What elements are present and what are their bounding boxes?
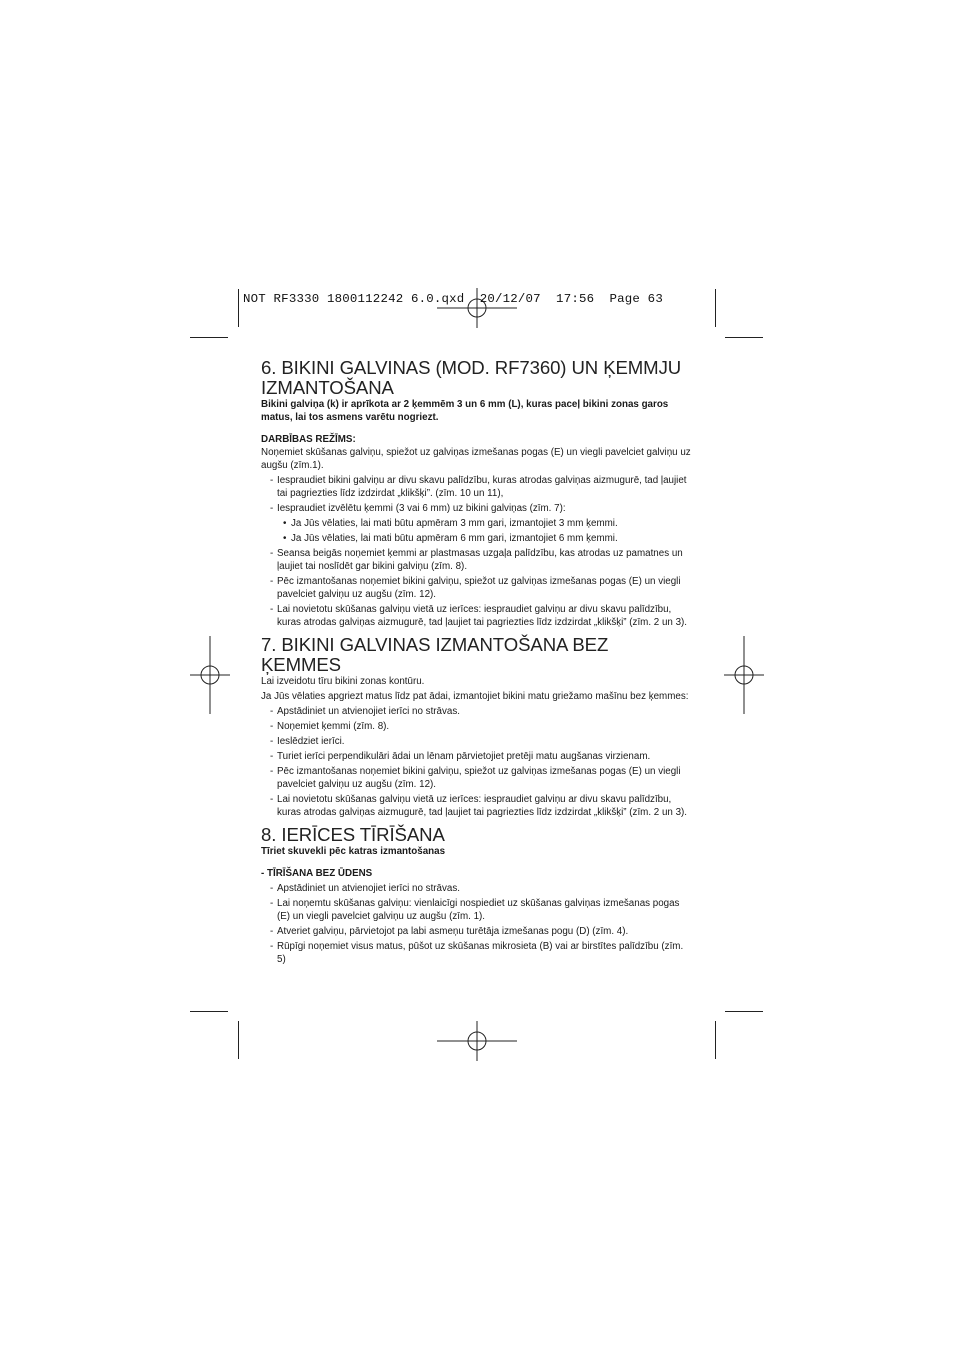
list-item: - Apstādiniet un atvienojiet ierīci no strāvas. xyxy=(261,882,693,895)
section-6 xyxy=(261,358,693,629)
list-item: - Turiet ierīci perpendikulāri ādai un lēnam pārvietojiet pretēji matu augšanas virzienam. xyxy=(261,750,693,763)
list-item: - Pēc izmantošanas noņemiet bikini galviņu, spiežot uz galviņas izmešanas pogas (E) un viegli pavelciet galviņu uz augšu (zīm. 12). xyxy=(261,575,693,601)
crop-mark-bottom-left-vertical xyxy=(238,1021,239,1059)
section-6-intro: Noņemiet skūšanas galviņu, spiežot uz galviņas izmešanas pogas (E) un viegli pavelciet galviņu uz augšu (zīm.1). xyxy=(261,447,691,471)
registration-mark-bottom xyxy=(437,1021,517,1061)
section-6-list xyxy=(261,474,693,629)
section-8-title: 8. IERĪCES TĪRĪŠANA xyxy=(261,824,445,845)
crop-mark-bottom-left-horizontal xyxy=(190,1011,228,1012)
section-7-intro-1: Lai izveidotu tīru bikini zonas kontūru. xyxy=(261,676,425,687)
section-8-list xyxy=(261,882,693,966)
registration-mark-left xyxy=(190,636,230,714)
crop-mark-top-right-horizontal xyxy=(725,337,763,338)
list-item: - Iespraudiet bikini galviņu ar divu skavu palīdzību, kuras atrodas galviņas aizmugurē, tad ļaujiet tai pagriezties līdz izdzirdat „klikšķi”. (zīm. 10 un 11), xyxy=(261,474,693,500)
list-item: - Ieslēdziet ierīci. xyxy=(261,735,693,748)
section-6-lead: Bikini galviņa (k) ir aprīkota ar 2 ķemmēm 3 un 6 mm (L), kuras paceļ bikini zonas garos matus, lai tos asmens varētu nogriezt. xyxy=(261,399,669,423)
bullet-item: • Ja Jūs vēlaties, lai mati būtu apmēram 6 mm gari, izmantojiet 6 mm ķemmi. xyxy=(261,532,693,545)
crop-mark-top-left-horizontal xyxy=(190,337,228,338)
page-content xyxy=(261,358,693,966)
crop-mark-bottom-right-vertical xyxy=(715,1021,716,1059)
section-6-title: 6. BIKINI GALVINAS (MOD. RF7360) UN ĶEMMJU IZMANTOŠANA xyxy=(261,357,682,398)
list-item: - Rūpīgi noņemiet visus matus, pūšot uz skūšanas mikrosieta (B) vai ar birstītes palīdzību (zīm. 5) xyxy=(261,940,693,966)
section-7-title: 7. BIKINI GALVINAS IZMANTOŠANA BEZ ĶEMMES xyxy=(261,634,609,675)
list-item: - Lai novietotu skūšanas galviņu vietā uz ierīces: iespraudiet galviņu ar divu skavu palīdzību, kuras atrodas galviņas aizmugurē, tad ļaujiet tai pagriezties līdz izdzirdat „klikšķi” (zīm. 2 un 3). xyxy=(261,603,693,629)
list-item: - Atveriet galviņu, pārvietojot pa labi asmeņu turētāja izmešanas pogu (D) (zīm. 4). xyxy=(261,925,693,938)
bullet-item: • Ja Jūs vēlaties, lai mati būtu apmēram 3 mm gari, izmantojiet 3 mm ķemmi. xyxy=(261,517,693,530)
section-8-lead: Tīriet skuvekli pēc katras izmantošanas xyxy=(261,846,446,857)
list-item: - Lai noņemtu skūšanas galviņu: vienlaicīgi nospiediet uz skūšanas galviņas izmešanas pogas (E) un viegli pavelciet galviņu uz augšu (zīm. 1). xyxy=(261,897,693,923)
crop-mark-top-right-vertical xyxy=(715,289,716,327)
list-item: - Noņemiet ķemmi (zīm. 8). xyxy=(261,720,693,733)
crop-mark-top-left-vertical xyxy=(238,289,239,327)
section-8-subheading: - TĪRĪŠANA BEZ ŪDENS xyxy=(261,868,373,879)
list-item: - Seansa beigās noņemiet ķemmi ar plastmasas uzgaļa palīdzību, kas atrodas uz pamatnes un ļaujiet tai noslīdēt gar bikini galviņu (zīm. 8). xyxy=(261,547,693,573)
section-7-list xyxy=(261,705,693,819)
section-6-subheading: DARBĪBAS REŽĪMS: xyxy=(261,434,356,445)
registration-mark-right xyxy=(724,636,764,714)
section-7-intro-2: Ja Jūs vēlaties apgriezt matus līdz pat ādai, izmantojiet bikini matu griežamo mašīnu bez ķemmes: xyxy=(261,691,689,702)
list-item: - Lai novietotu skūšanas galviņu vietā uz ierīces: iespraudiet galviņu ar divu skavu palīdzību, kuras atrodas galviņas aizmugurē, tad ļaujiet tai pagriezties līdz izdzirdat „klikšķi” (zīm. 2 un 3). xyxy=(261,793,693,819)
list-item: - Apstādiniet un atvienojiet ierīci no strāvas. xyxy=(261,705,693,718)
print-slug: NOT RF3330 1800112242 6.0.qxd 20/12/07 17:56 Page 63 xyxy=(243,292,663,306)
crop-mark-bottom-right-horizontal xyxy=(725,1011,763,1012)
list-item: - Pēc izmantošanas noņemiet bikini galviņu, spiežot uz galviņas izmešanas pogas (E) un viegli pavelciet galviņu uz augšu (zīm. 12). xyxy=(261,765,693,791)
section-7 xyxy=(261,635,693,819)
section-8 xyxy=(261,825,693,966)
list-item: - Iespraudiet izvēlētu ķemmi (3 vai 6 mm) uz bikini galviņas (zīm. 7): xyxy=(261,502,693,515)
